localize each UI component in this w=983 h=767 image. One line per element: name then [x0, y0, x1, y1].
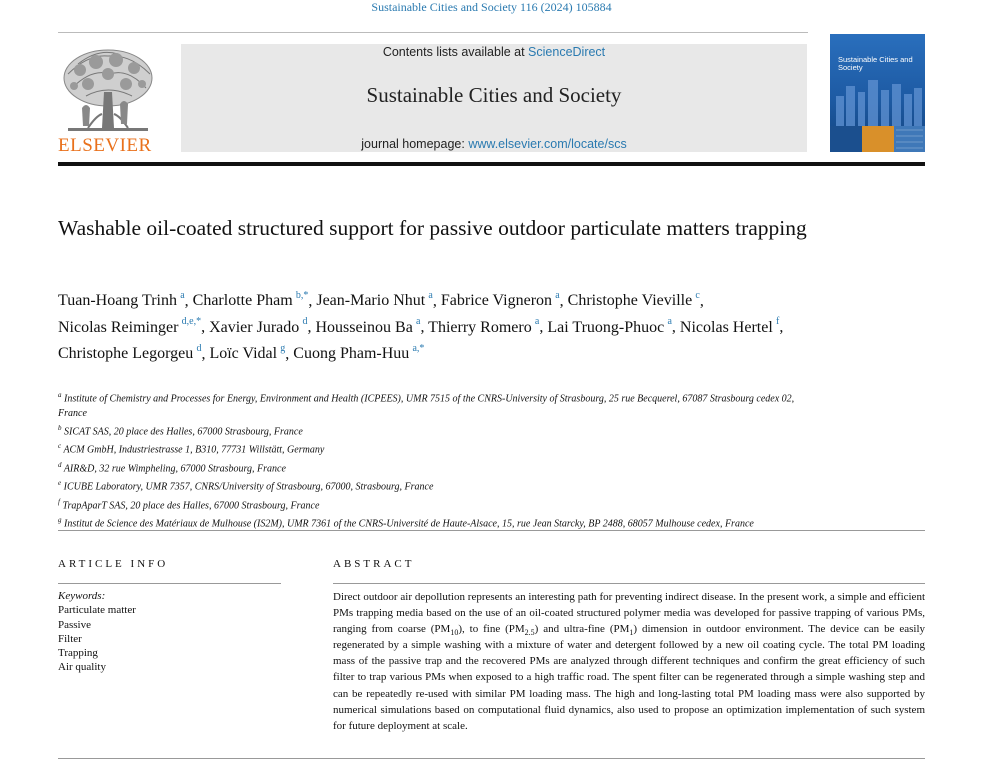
author-affiliation-marker[interactable]: a: [555, 290, 560, 301]
affiliation-text: Institute of Chemistry and Processes for Energy, Environment and Health (ICPEES), UMR 7515 of the CNRS-University of Strasbourg, 25 rue Becquerel, 67087 Strasbourg cedex 02, France: [58, 393, 795, 419]
abstract-part: ) dimension in outdoor environment. The device can be easily regenerated by a simple washing with a mixture of water and detergent followed by a new oil coating cycle. The total PM loading mass of the passive trap and the recovered PMs are analyzed through different techniques and confirm the great efficiency of such filter to trap various PMs when exposed to a high traffic road. The spent filter can be regenerated through a simple washing step and can be repeatedly re-used with similar PM loading mass. The high and long-lasting total PM loading mass were also supported by numerical simulations based on computational fluid dynamics, also used to propose an optimization implementation of such system for future deployment at scale.: [333, 623, 926, 732]
author[interactable]: [58, 316, 202, 336]
author-name: Xavier Jurado: [209, 318, 300, 336]
author[interactable]: [441, 292, 560, 309]
keywords-label: Keywords:: [58, 590, 106, 602]
abstract-subscript: 10: [450, 628, 459, 638]
keyword: Filter: [58, 632, 82, 645]
keyword: Air quality: [58, 661, 106, 674]
abstract-heading: ABSTRACT: [333, 558, 415, 570]
affiliation-text: ACM GmbH, Industriestrasse 1, B310, 77731 Willstätt, Germany: [63, 444, 325, 456]
cover-city-icon: [830, 34, 925, 152]
journal-header-box: [181, 44, 807, 152]
author-affiliation-marker[interactable]: a: [534, 316, 540, 328]
author-name: Christophe Legorgeu: [58, 344, 194, 362]
author-affiliation-marker[interactable]: a,*: [412, 342, 425, 354]
author[interactable]: [315, 316, 421, 336]
affiliation: [58, 388, 818, 421]
affiliation: [58, 439, 818, 458]
author-name: Jean-Mario Nhut: [316, 292, 426, 310]
affiliation-key: e: [58, 479, 62, 488]
author-name: Housseinou Ba: [315, 318, 413, 336]
journal-title: Sustainable Cities and Society: [366, 83, 622, 107]
affiliation-list: [58, 388, 818, 532]
author-affiliation-marker[interactable]: c: [695, 290, 700, 301]
abstract-part: Direct outdoor air depollution represents an interesting path for preventing indirect disease. In the present work, a simple and efficient PMs trapping media based on the use of an oil-coated structured polymer media was developed for passive trapping of various PMs, ranging from coarse (PM: [333, 591, 925, 636]
author[interactable]: [316, 292, 433, 309]
abstract-subscript: 2.5: [524, 628, 535, 638]
homepage-line: [181, 136, 807, 152]
author-affiliation-marker[interactable]: d: [302, 316, 308, 328]
author[interactable]: [679, 316, 780, 336]
header-thick-rule: [58, 162, 925, 166]
author-name: Fabrice Vigneron: [440, 292, 553, 310]
author-name: Christophe Vieville: [567, 292, 693, 310]
author-list: Tuan-Hoang Trinh $^a$, Charlotte Pham $^{b,*}$, Jean-Mario Nhut $^a$, Fabrice Vigneron $^a$, Christophe Vieville $^c$, Nicolas Reiminger $^{d,e,*}$, Xavier Jurado $^d$, Housseinou Ba $^a$, Thierry Romero $^a$, Lai Truong-Phuoc $^a$, Nicolas Hertel $^f$, Christophe Legorgeu $^d$, Loïc Vidal $^g$, Cuong Pham-Huu $^{a,*}$: [58, 290, 784, 362]
affiliation-key: b: [58, 423, 62, 432]
author-affiliation-marker[interactable]: d,e,*: [181, 316, 202, 328]
abstract-part: ) and ultra-fine (PM: [534, 623, 630, 636]
affiliation-key: c: [58, 442, 62, 451]
keywords-block: [58, 589, 288, 675]
author-affiliation-marker[interactable]: g: [280, 342, 286, 354]
author[interactable]: [568, 292, 700, 309]
author-affiliation-marker[interactable]: a: [180, 290, 185, 301]
bottom-rule: [58, 758, 925, 759]
elsevier-wordmark: ELSEVIER: [58, 135, 152, 156]
keyword: Particulate matter: [58, 604, 136, 617]
author-name: Nicolas Reiminger: [58, 318, 179, 336]
author-name: Cuong Pham-Huu: [293, 344, 410, 362]
abstract-part: ), to fine (PM: [458, 623, 525, 636]
author[interactable]: [428, 316, 540, 336]
affiliation-text: TrapAparT SAS, 20 place des Halles, 67000 Strasbourg, France: [62, 500, 320, 512]
author-affiliation-marker[interactable]: a: [667, 316, 672, 328]
affiliation: [58, 421, 818, 440]
elsevier-logo[interactable]: [58, 44, 158, 156]
author[interactable]: [293, 342, 425, 362]
keyword: Trapping: [58, 647, 98, 660]
affiliation-text: SICAT SAS, 20 place des Halles, 67000 Strasbourg, France: [64, 426, 303, 438]
journal-cover-image[interactable]: [830, 34, 925, 152]
abstract-subscript: 1: [629, 628, 634, 638]
author-affiliation-marker[interactable]: a: [416, 316, 421, 328]
abstract-text: [333, 589, 925, 734]
affiliation: [58, 476, 818, 495]
cover-title: Sustainable Cities and Society: [838, 55, 913, 72]
affiliation-key: a: [58, 391, 62, 399]
abstract-rule: [333, 583, 925, 584]
author-name: Charlotte Pham: [192, 292, 293, 310]
section-rule: [58, 530, 925, 531]
journal-homepage-link[interactable]: www.elsevier.com/locate/scs: [468, 137, 627, 151]
author-name: Nicolas Hertel: [679, 318, 773, 336]
author-affiliation-marker[interactable]: a: [428, 290, 433, 301]
article-info-heading: ARTICLE INFO: [58, 558, 169, 570]
author-affiliation-marker[interactable]: f: [775, 316, 780, 328]
affiliation: [58, 495, 818, 514]
author-name: Loïc Vidal: [209, 344, 278, 362]
author[interactable]: [58, 292, 185, 309]
author[interactable]: [209, 316, 308, 336]
keyword: Passive: [58, 618, 91, 631]
affiliation-text: AIR&D, 32 rue Wimpheling, 67000 Strasbourg, France: [63, 463, 286, 475]
author-name: Lai Truong-Phuoc: [547, 318, 665, 336]
contents-line: [181, 44, 807, 60]
contents-prefix: Contents lists available at: [382, 45, 529, 59]
affiliation-text: Institut de Science des Matériaux de Mulhouse (IS2M), UMR 7361 of the CNRS-Université de Haute-Alsace, 15, rue Jean Starcky, BP 2488, 68057 Mulhouse cedex, France: [64, 518, 754, 530]
affiliation-key: g: [58, 516, 62, 525]
author-affiliation-marker[interactable]: b,*: [295, 290, 309, 301]
article-info-rule: [58, 583, 281, 584]
journal-citation[interactable]: Sustainable Cities and Society 116 (2024) 105884: [371, 0, 612, 14]
affiliation-key: f: [58, 497, 60, 506]
affiliation-text: ICUBE Laboratory, UMR 7357, CNRS/University of Strasbourg, 67000, Strasbourg, France: [63, 481, 434, 493]
affiliation: [58, 458, 818, 477]
author-name: Thierry Romero: [428, 318, 532, 336]
author-name: Tuan-Hoang Trinh: [58, 292, 177, 310]
author[interactable]: [547, 316, 672, 336]
article-title: Washable oil-coated structured support for passive outdoor particulate matters trapping: [58, 216, 807, 240]
author[interactable]: [209, 342, 286, 362]
author[interactable]: [58, 342, 202, 362]
author[interactable]: [193, 292, 309, 309]
sciencedirect-link[interactable]: ScienceDirect: [528, 45, 606, 59]
homepage-prefix: journal homepage:: [361, 137, 469, 151]
elsevier-tree-icon: [58, 44, 158, 134]
header-rule: [58, 32, 808, 33]
affiliation-key: d: [58, 460, 62, 469]
author-affiliation-marker[interactable]: d: [196, 342, 202, 354]
